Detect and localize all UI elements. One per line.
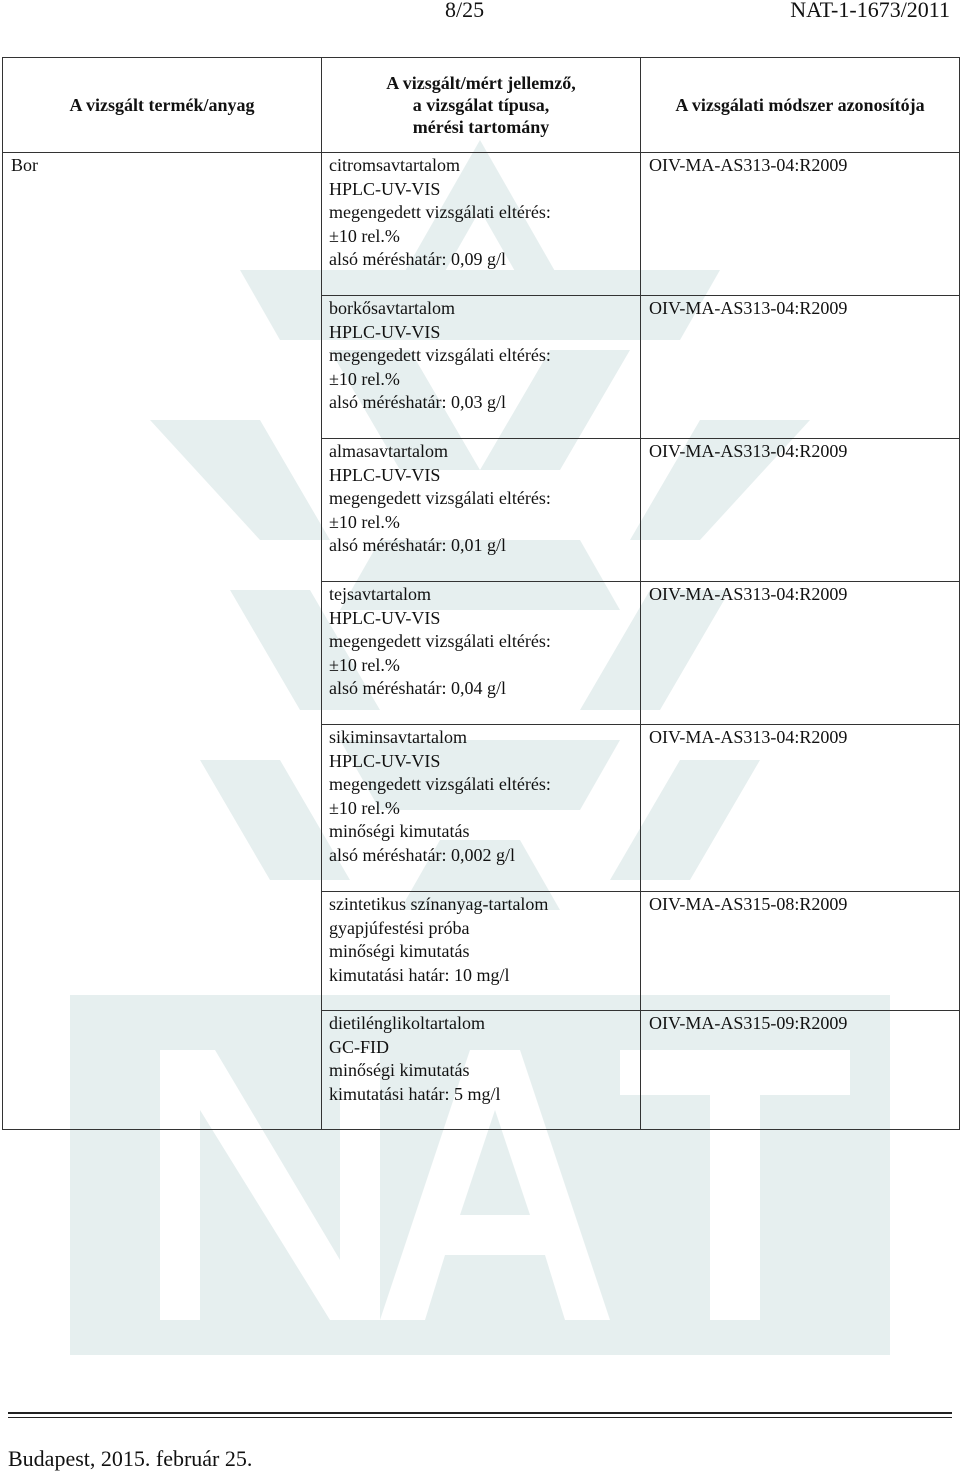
characteristic-line: minőségi kimutatás <box>329 1060 470 1080</box>
characteristic-line: minőségi kimutatás <box>329 941 470 961</box>
characteristic-cell <box>322 892 641 1011</box>
characteristic-line: HPLC-UV-VIS <box>329 750 441 771</box>
method-cell <box>641 153 960 296</box>
column-header-line: A vizsgált/mért jellemző, <box>386 73 576 93</box>
method-cell <box>641 582 960 725</box>
characteristic-line: ±10 rel.% <box>329 654 400 675</box>
document-id: NAT-1-1673/2011 <box>790 0 950 22</box>
characteristic-line: gyapjúfestési próba <box>329 917 470 938</box>
method-cell <box>641 725 960 892</box>
characteristic-line: kimutatási határ: 5 mg/l <box>329 1083 501 1104</box>
characteristic-line: GC-FID <box>329 1036 390 1057</box>
characteristic-line: HPLC-UV-VIS <box>329 464 441 485</box>
method-cell <box>641 296 960 439</box>
characteristic-line: borkősavtartalom <box>329 298 455 318</box>
characteristic-cell <box>322 582 641 725</box>
characteristic-line: alsó méréshatár: 0,04 g/l <box>329 678 506 698</box>
characteristic-line: ±10 rel.% <box>329 511 400 532</box>
characteristic-line: ±10 rel.% <box>329 368 400 389</box>
characteristic-line: megengedett vizsgálati eltérés: <box>329 202 551 222</box>
characteristic-cell <box>322 153 641 296</box>
method-id: OIV-MA-AS313-04:R2009 <box>649 155 848 175</box>
characteristic-line: szintetikus színanyag-tartalom <box>329 894 549 914</box>
method-id: OIV-MA-AS313-04:R2009 <box>649 584 848 604</box>
characteristic-line: megengedett vizsgálati eltérés: <box>329 631 551 651</box>
characteristic-line: minőségi kimutatás <box>329 821 470 841</box>
table-header-row <box>3 58 960 153</box>
footer-divider <box>8 1412 952 1414</box>
characteristic-line: tejsavtartalom <box>329 584 431 604</box>
characteristic-cell <box>322 725 641 892</box>
characteristic-line: dietilénglikoltartalom <box>329 1013 485 1033</box>
footer-divider-thin <box>8 1417 952 1418</box>
accreditation-table <box>2 57 960 1130</box>
characteristic-line: alsó méréshatár: 0,03 g/l <box>329 392 506 412</box>
characteristic-line: alsó méréshatár: 0,002 g/l <box>329 844 515 865</box>
characteristic-line: ±10 rel.% <box>329 797 400 818</box>
method-cell <box>641 439 960 582</box>
characteristic-line: sikiminsavtartalom <box>329 727 467 747</box>
method-id: OIV-MA-AS313-04:R2009 <box>649 441 848 461</box>
characteristic-line: ±10 rel.% <box>329 225 400 246</box>
table-row <box>3 153 960 296</box>
column-header-line: mérési tartomány <box>412 117 550 137</box>
characteristic-line: HPLC-UV-VIS <box>329 321 441 342</box>
characteristic-cell <box>322 296 641 439</box>
column-header-method: A vizsgálati módszer azonosítója <box>641 58 960 153</box>
footer-place-date: Budapest, 2015. február 25. <box>8 1446 253 1471</box>
column-header-line: a vizsgálat típusa, <box>412 95 550 115</box>
characteristic-line: alsó méréshatár: 0,01 g/l <box>329 535 506 555</box>
characteristic-cell <box>322 1011 641 1130</box>
page-number: 8/25 <box>445 0 485 22</box>
method-cell <box>641 1011 960 1130</box>
method-id: OIV-MA-AS313-04:R2009 <box>649 727 848 747</box>
characteristic-line: citromsavtartalom <box>329 155 460 175</box>
method-id: OIV-MA-AS315-09:R2009 <box>649 1013 848 1033</box>
method-cell <box>641 892 960 1011</box>
characteristic-cell <box>322 439 641 582</box>
method-id: OIV-MA-AS313-04:R2009 <box>649 298 848 318</box>
method-id: OIV-MA-AS315-08:R2009 <box>649 894 848 914</box>
characteristic-line: HPLC-UV-VIS <box>329 178 441 199</box>
characteristic-line: kimutatási határ: 10 mg/l <box>329 964 510 985</box>
characteristic-line: HPLC-UV-VIS <box>329 607 441 628</box>
product-name: Bor <box>11 155 38 175</box>
column-header-characteristic <box>322 58 641 153</box>
characteristic-line: almasavtartalom <box>329 441 448 461</box>
column-header-product: A vizsgált termék/anyag <box>3 58 322 153</box>
characteristic-line: megengedett vizsgálati eltérés: <box>329 488 551 508</box>
characteristic-line: alsó méréshatár: 0,09 g/l <box>329 249 506 269</box>
characteristic-line: megengedett vizsgálati eltérés: <box>329 345 551 365</box>
characteristic-line: megengedett vizsgálati eltérés: <box>329 774 551 794</box>
product-cell <box>3 153 322 1130</box>
